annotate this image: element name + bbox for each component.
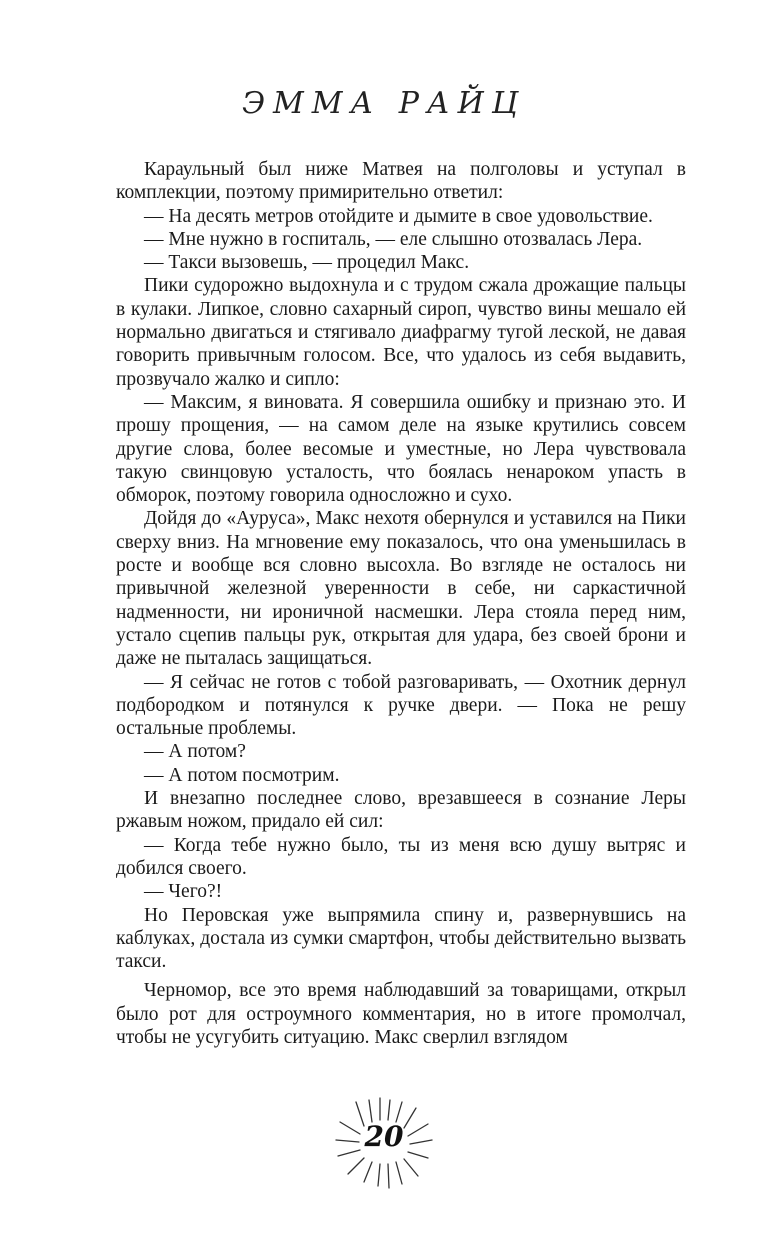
paragraph: Пики судорожно выдохнула и с трудом сжала дрожащие пальцы в кулаки. Липкое, словно сахарный сироп, чувство вины мешало ей нормально двигаться и стягивало диафрагму тугой леской, не давая говорить привычным голосом. Все, что удалось из себя выдавить, прозвучало жалко и сипло: [116, 275, 686, 390]
paragraph: — На десять метров отойдите и дымите в свое удовольствие. [144, 205, 653, 227]
paragraph: — А потом посмотрим. [144, 764, 340, 786]
paragraph: — Мне нужно в госпиталь, — еле слышно отозвалась Лера. [144, 228, 643, 250]
paragraph: Но Перовская уже выпрямила спину и, развернувшись на каблуках, достала из сумки смартфон, чтобы действительно вызвать такси. [116, 904, 686, 973]
paragraph: — Я сейчас не готов с тобой разговаривать, — Охотник дернул подбородком и потянулся к ручке двери. — Пока не решу остальные проблемы. [116, 671, 686, 740]
paragraph: — А потом? [144, 741, 246, 763]
paragraph: — Такси вызовешь, — процедил Макс. [144, 252, 470, 274]
paragraph: Караульный был ниже Матвея на полголовы и уступал в комплекции, поэтому примирительно ответил: [116, 159, 686, 204]
page-number: 20 [364, 1120, 404, 1153]
paragraph: И внезапно последнее слово, врезавшееся в сознание Леры ржавым ножом, придало ей сил: [116, 788, 686, 833]
paragraph: Черномор, все это время наблюдавший за товарищами, открыл было рот для остроумного комментария, но в итоге промолчал, чтобы не усугубить ситуацию. Макс сверлил взглядом [116, 980, 686, 1048]
body-text [116, 158, 686, 1049]
paragraph: Дойдя до «Ауруса», Макс нехотя обернулся и уставился на Пики сверху вниз. На мгновение ему показалось, что она уменьшилась в росте и вообще вся словно высохла. Во взгляде не осталось ни привычной железной уверенности в себе, ни саркастичной надменности, ни ироничной насмешки. Лера стояла перед ним, устало сцепив пальцы рук, открытая для удара, без своей брони и даже не пыталась защищаться. [116, 508, 686, 670]
paragraph: — Когда тебе нужно было, ты из меня всю душу вытряс и добился своего. [116, 834, 686, 879]
paragraph: — Чего?! [144, 881, 223, 903]
paragraph: — Максим, я виновата. Я совершила ошибку и признаю это. И прошу прощения, — на самом деле на языке крутились совсем другие слова, более весомые и уместные, но Лера чувствовала такую свинцовую усталость, что боялась ненароком упасть в обморок, поэтому говорила односложно и сухо. [116, 391, 686, 507]
running-header-author: ЭММА РАЙЦ [242, 86, 526, 121]
